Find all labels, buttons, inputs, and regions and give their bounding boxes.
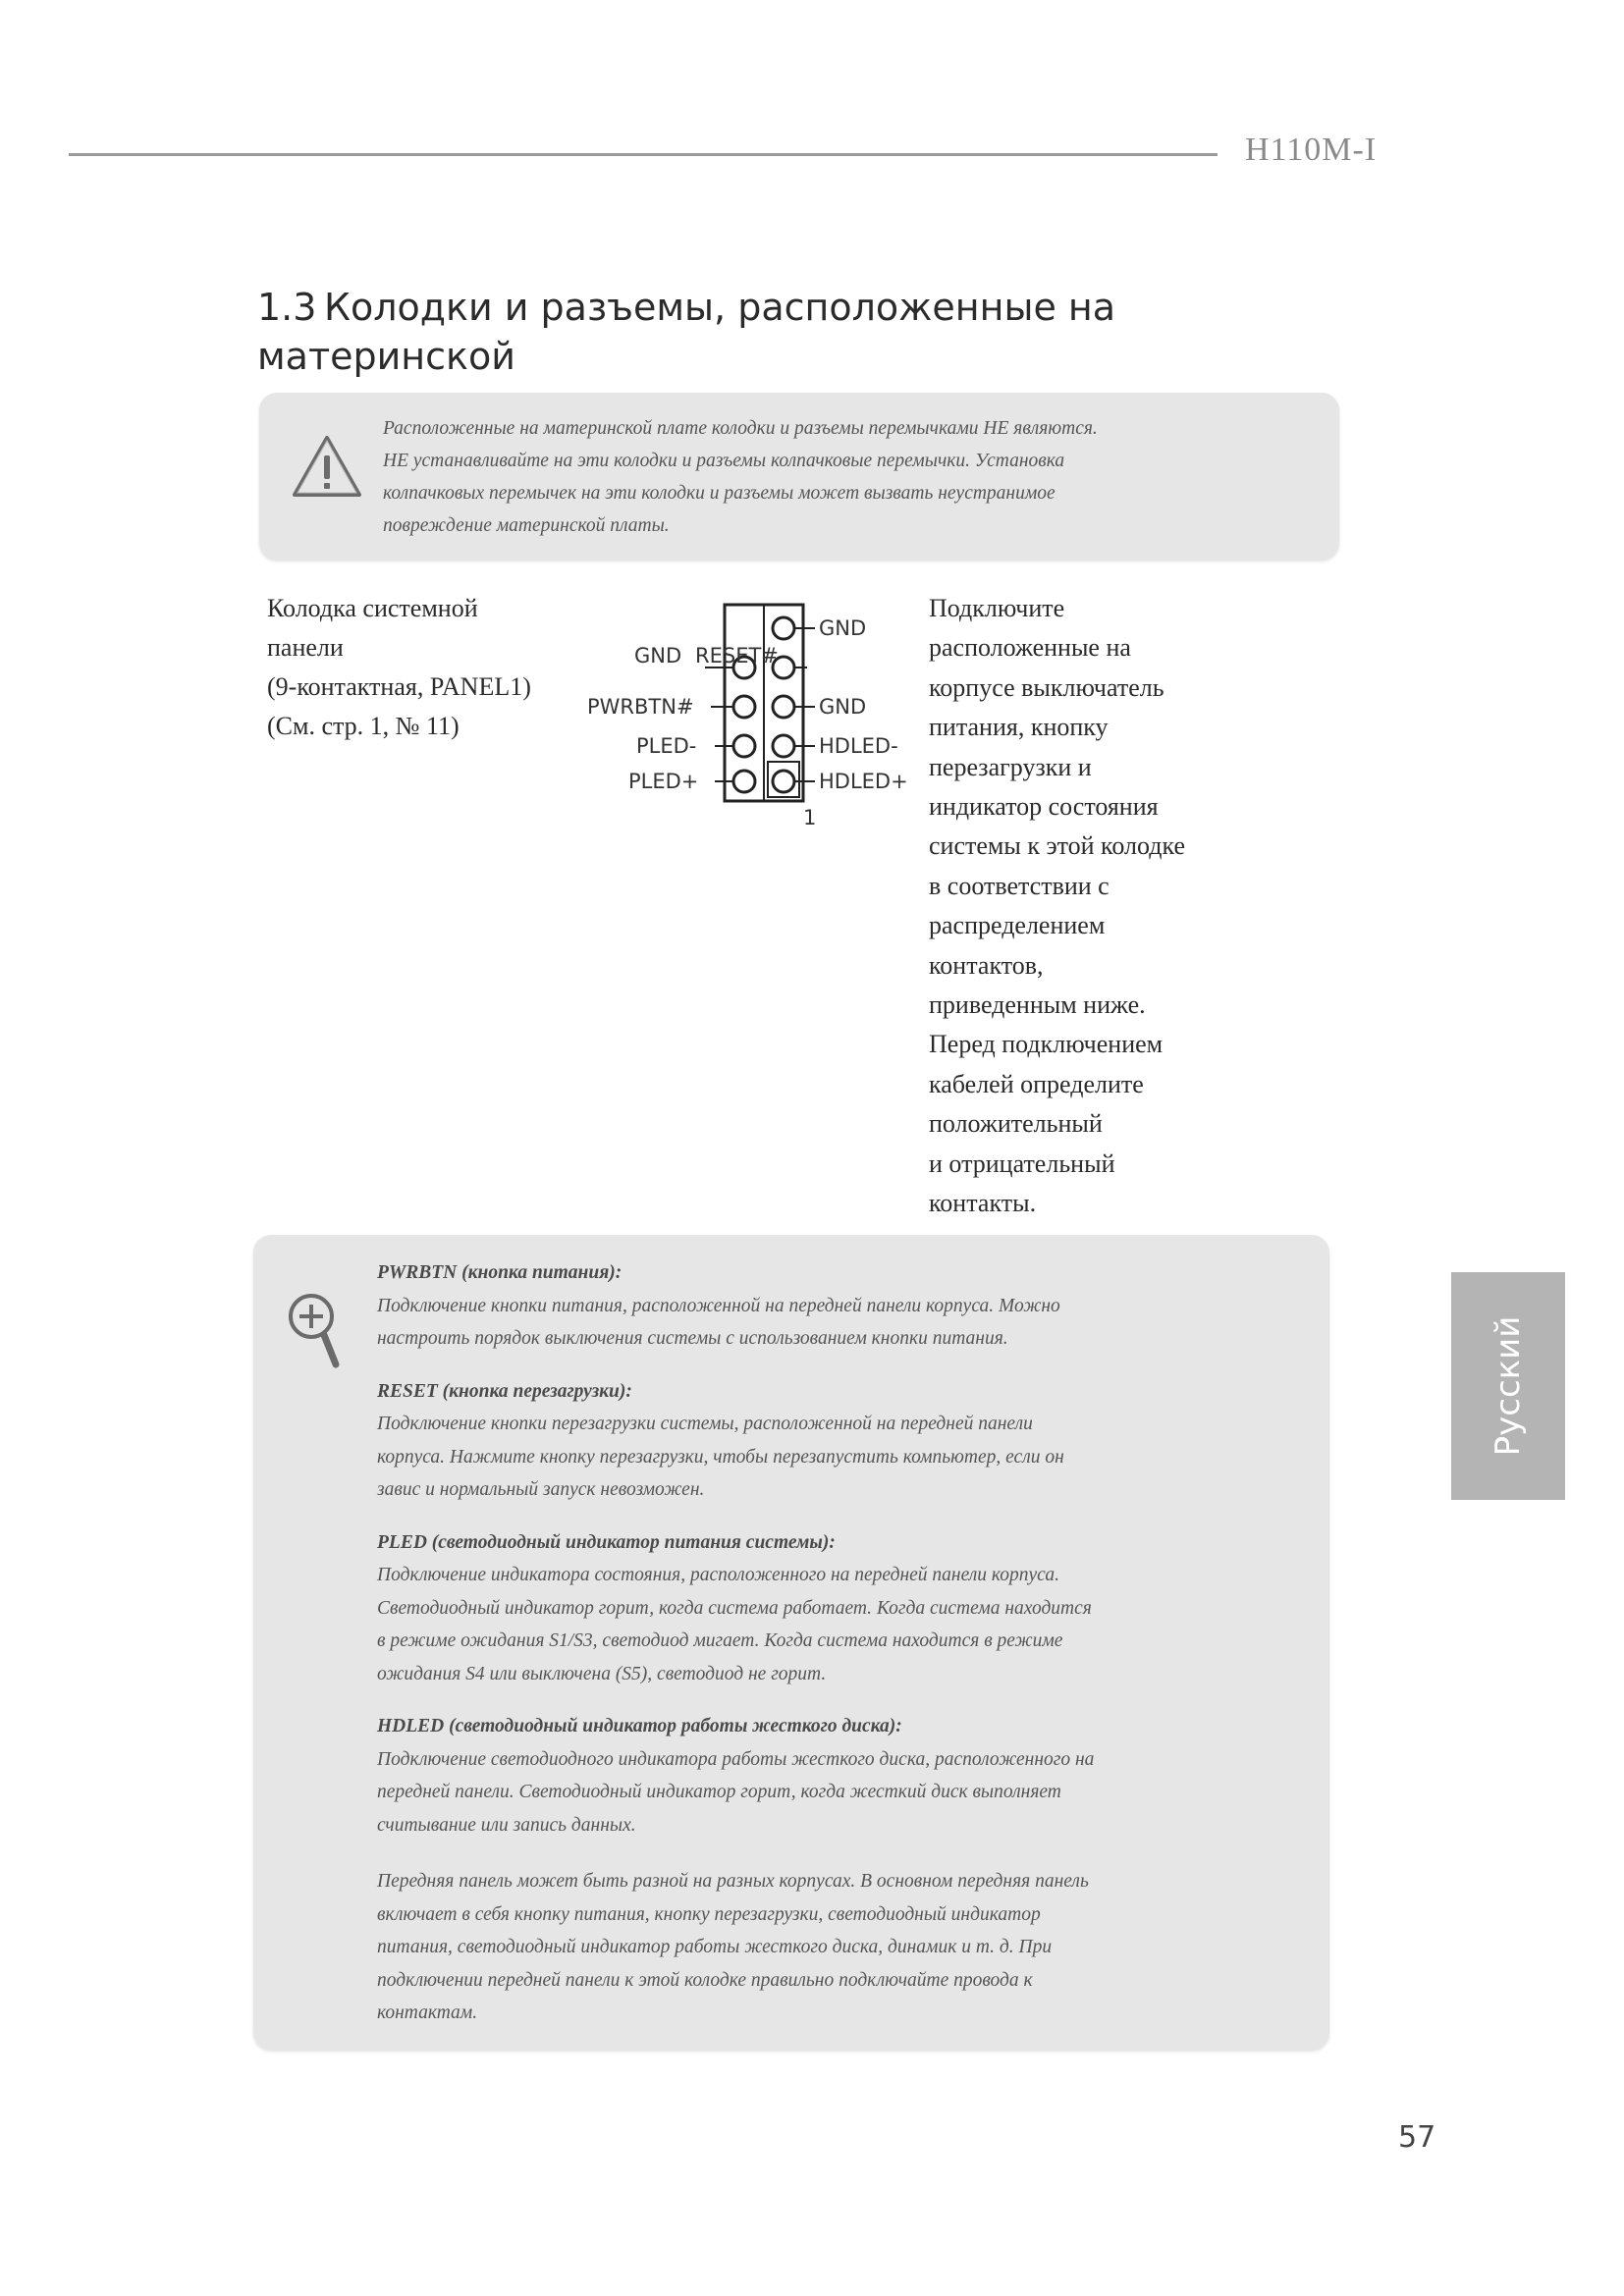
info-line: настроить порядок выключения системы с использованием кнопки питания. bbox=[377, 1328, 1008, 1349]
info-line: Подключение кнопки перезагрузки системы, расположенной на передней панели bbox=[377, 1414, 1033, 1434]
info-line: ожидания S4 или выключена (S5), светодиод не горит. bbox=[377, 1663, 827, 1684]
info-description bbox=[377, 1559, 1310, 1690]
caution-text bbox=[383, 412, 1326, 542]
info-box bbox=[253, 1235, 1329, 2050]
info-line: Светодиодный индикатор горит, когда система работает. Когда система находится bbox=[377, 1597, 1092, 1619]
warning-triangle-icon bbox=[289, 432, 365, 503]
pin-label-pled-minus: PLED- bbox=[636, 734, 697, 758]
language-tab-label: Русский bbox=[1489, 1315, 1528, 1457]
info-line: Подключение светодиодного индикатора работы жесткого диска, расположенного на bbox=[377, 1748, 1095, 1770]
pin-label-pwrbtn: PWRBTN# bbox=[587, 695, 694, 719]
info-line: корпуса. Нажмите кнопку перезагрузки, чтобы перезапустить компьютер, если он bbox=[377, 1446, 1064, 1468]
info-term: PWRBTN (кнопка питания): bbox=[377, 1262, 623, 1283]
pin-circle bbox=[773, 617, 794, 639]
closing-line: Передняя панель может быть разной на разных корпусах. В основном передняя панель bbox=[377, 1871, 1089, 1892]
instruction-line: и отрицательный bbox=[929, 1148, 1115, 1178]
info-term: PLED (светодиодный индикатор питания системы): bbox=[377, 1531, 836, 1553]
info-line: Подключение кнопки питания, расположенной на передней панели корпуса. Можно bbox=[377, 1295, 1060, 1316]
pin-label-hdled-minus: HDLED- bbox=[819, 734, 898, 758]
info-closing-paragraph bbox=[377, 1865, 1310, 2030]
closing-line: включает в себя кнопку питания, кнопку перезагрузки, светодиодный индикатор bbox=[377, 1903, 1041, 1925]
panel-label-line: (См. стр. 1, № 11) bbox=[267, 712, 460, 740]
panel-label-line: панели bbox=[267, 633, 344, 662]
panel-instruction bbox=[929, 589, 1263, 1224]
caution-line: колпачковых перемычек на эти колодки и разъемы может вызвать неустранимое bbox=[383, 483, 1056, 504]
model-name: H110M-I bbox=[1245, 132, 1378, 168]
instruction-line: питания, кнопку bbox=[929, 713, 1109, 742]
info-item-pwrbtn bbox=[377, 1256, 1310, 1356]
caution-line: НЕ устанавливайте на эти колодки и разъемы колпачковые перемычки. Установка bbox=[383, 451, 1065, 471]
pin-one-marker: 1 bbox=[803, 806, 817, 829]
caution-line: повреждение материнской платы. bbox=[383, 515, 670, 536]
panel-label-line: Колодка системной bbox=[267, 594, 478, 622]
instruction-line: перезагрузки и bbox=[929, 752, 1092, 781]
instruction-line: положительный bbox=[929, 1109, 1103, 1139]
instruction-line: приведенным ниже. bbox=[929, 990, 1146, 1020]
pin-circle bbox=[733, 771, 755, 792]
info-line: передней панели. Светодиодный индикатор горит, когда жесткий диск выполняет bbox=[377, 1782, 1061, 1802]
info-line: Подключение индикатора состояния, расположенного на передней панели корпуса. bbox=[377, 1565, 1059, 1585]
closing-line: контактам. bbox=[377, 2002, 478, 2023]
pin-circle bbox=[773, 771, 794, 792]
panel-header-label bbox=[267, 589, 591, 746]
info-term: HDLED (светодиодный индикатор работы жесткого диска): bbox=[377, 1716, 902, 1736]
pin-circle bbox=[733, 696, 755, 718]
caution-line: Расположенные на материнской плате колодки и разъемы перемычками НЕ являются. bbox=[383, 418, 1098, 439]
pin-label-hdled-plus: HDLED+ bbox=[819, 770, 908, 793]
instruction-line: Подключите bbox=[929, 594, 1065, 622]
info-term: RESET (кнопка перезагрузки): bbox=[377, 1380, 632, 1402]
pin-circle bbox=[733, 735, 755, 757]
section-title-line1: Колодки и разъемы, расположенные на материнской bbox=[257, 286, 1116, 378]
info-description bbox=[377, 1290, 1310, 1356]
language-side-tab bbox=[1451, 1272, 1565, 1500]
info-line: считывание или запись данных. bbox=[377, 1814, 636, 1836]
pin-circle bbox=[773, 696, 794, 718]
info-description bbox=[377, 1408, 1310, 1507]
panel1-pin-diagram bbox=[579, 595, 913, 830]
info-line: в режиме ожидания S1/S3, светодиод мигает. Когда система находится в режиме bbox=[377, 1630, 1063, 1651]
pin-label-gnd-row2: GND bbox=[819, 695, 867, 719]
pin-circle bbox=[773, 735, 794, 757]
instruction-line: расположенные на bbox=[929, 633, 1131, 663]
instruction-line: контактов, bbox=[929, 950, 1044, 980]
info-item-hdled bbox=[377, 1710, 1310, 1842]
pin-label-gnd-row1: GND bbox=[634, 644, 682, 667]
section-number: 1.3 bbox=[257, 286, 317, 329]
info-item-pled bbox=[377, 1526, 1310, 1691]
instruction-line: контакты. bbox=[929, 1189, 1037, 1218]
info-item-reset bbox=[377, 1375, 1310, 1507]
instruction-line: индикатор состояния bbox=[929, 792, 1159, 822]
pin-label-reset: RESET# bbox=[695, 644, 779, 667]
header-rule bbox=[69, 153, 1218, 156]
magnifier-plus-icon bbox=[285, 1290, 344, 1372]
instruction-line: системы к этой колодке bbox=[929, 831, 1185, 861]
instruction-line: в соответствии с bbox=[929, 871, 1110, 900]
info-line: завис и нормальный запуск невозможен. bbox=[377, 1479, 705, 1500]
page-number: 57 bbox=[1398, 2120, 1436, 2155]
pin-label-pled-plus: PLED+ bbox=[628, 770, 699, 793]
instruction-line: корпусе выключатель bbox=[929, 672, 1164, 702]
closing-line: подключении передней панели к этой колодке правильно подключайте провода к bbox=[377, 1969, 1033, 1991]
info-content bbox=[377, 1256, 1310, 2030]
instruction-line: кабелей определите bbox=[929, 1069, 1144, 1098]
caution-box bbox=[259, 393, 1339, 560]
closing-line: питания, светодиодный индикатор работы жесткого диска, динамик и т. д. При bbox=[377, 1937, 1053, 1957]
instruction-line: распределением bbox=[929, 911, 1106, 940]
instruction-line: Перед подключением bbox=[929, 1030, 1164, 1059]
panel-label-line: (9-контактная, PANEL1) bbox=[267, 672, 531, 701]
info-description bbox=[377, 1743, 1310, 1842]
pin-label-gnd-top: GND bbox=[819, 616, 867, 640]
